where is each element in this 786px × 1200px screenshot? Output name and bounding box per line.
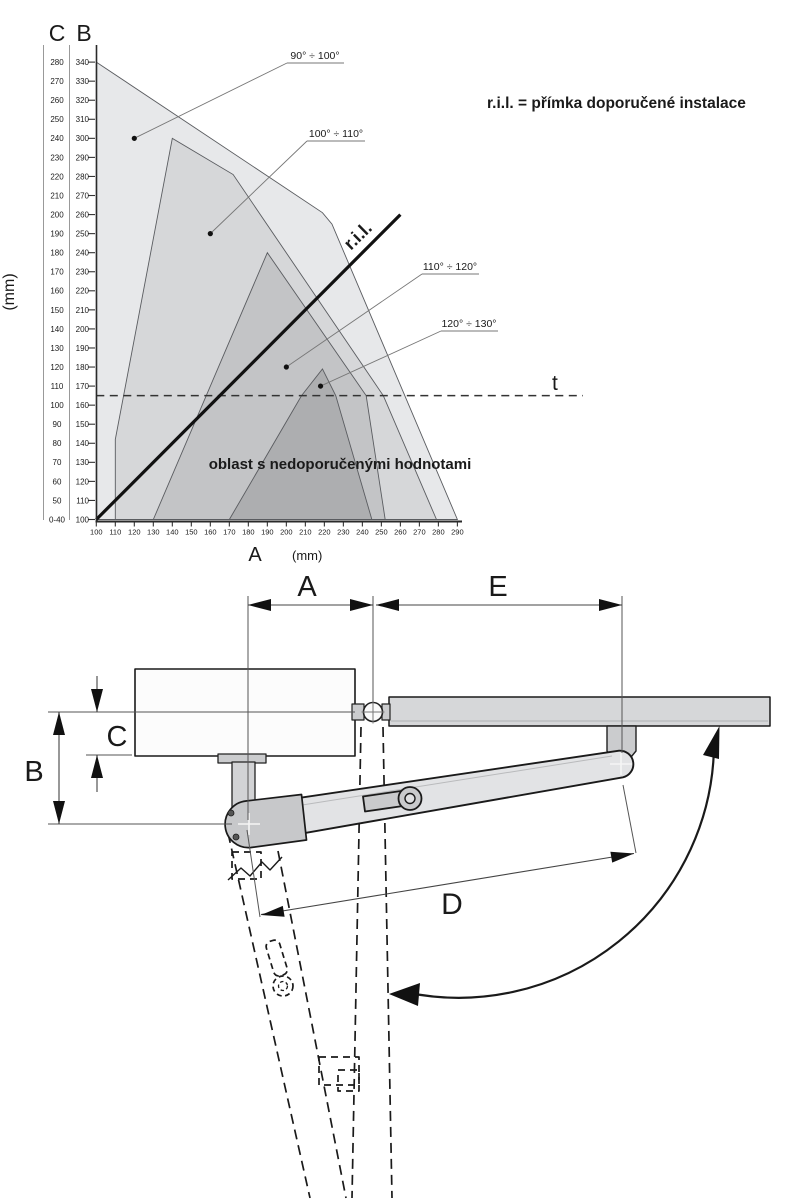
b-tick-label: 110 (76, 496, 89, 506)
x-axis-label: A (248, 544, 262, 566)
c-tick-label: 280 (50, 58, 64, 68)
c-tick-label: 140 (50, 324, 64, 334)
swing-arc-arrow-top (703, 726, 720, 759)
ril-legend-note: r.i.l. = přímka doporučené instalace (487, 95, 746, 112)
t-line-label: t (552, 372, 558, 395)
c-tick-label: 260 (50, 96, 64, 106)
b-tick-label: 170 (75, 381, 89, 391)
cap-clip-bottom (233, 834, 239, 840)
x-tick-label: 260 (394, 527, 407, 537)
callout-data-dot (132, 136, 137, 141)
c-tick-label: 180 (50, 248, 64, 258)
x-tick-label: 200 (280, 527, 293, 537)
dim-label-e: E (488, 571, 508, 603)
x-tick-label: 290 (451, 527, 464, 537)
b-tick-label: 280 (75, 172, 89, 182)
b-axis-header: B (76, 20, 92, 46)
open-arm-left-edge (228, 833, 310, 1198)
actuator-drawing (24, 571, 770, 1198)
open-release-slot-outline (265, 939, 289, 978)
b-tick-label: 340 (75, 58, 89, 68)
open-rear-bracket-outline (232, 852, 261, 879)
b-tick-label: 130 (75, 458, 89, 468)
callout-data-dot (284, 364, 289, 369)
c-tick-label: 50 (52, 496, 62, 506)
b-tick-label: 320 (75, 96, 89, 106)
x-tick-label: 130 (147, 527, 160, 537)
angle-region-label: 90° ÷ 100° (290, 50, 340, 62)
c-tick-label: 0-40 (48, 515, 66, 525)
dim-label-a: A (297, 571, 317, 603)
b-tick-label: 160 (75, 401, 89, 411)
dim-label-c: C (106, 721, 128, 753)
b-tick-label: 120 (75, 477, 89, 487)
gate-leaf (389, 697, 770, 726)
c-tick-label: 90 (52, 420, 62, 430)
b-tick-label: 260 (75, 210, 89, 220)
c-axis-header: C (48, 20, 66, 46)
b-tick-label: 250 (75, 229, 89, 239)
callout-data-dot (318, 383, 323, 388)
arrow-d-right (610, 852, 634, 863)
arrow-a-right (350, 599, 373, 611)
b-tick-label: 100 (75, 515, 89, 525)
b-tick-label: 200 (75, 324, 89, 334)
c-tick-label: 250 (50, 115, 64, 125)
angle-region-label: 120° ÷ 130° (441, 318, 497, 330)
x-tick-label: 120 (128, 527, 141, 537)
dimension-lines (59, 605, 634, 915)
c-tick-label: 110 (50, 381, 64, 391)
b-tick-label: 240 (75, 248, 89, 258)
installation-chart (1, 20, 746, 566)
b-tick-label: 180 (75, 362, 89, 372)
ril-line-label: r.i.l. (339, 217, 376, 254)
x-tick-label: 150 (185, 527, 198, 537)
b-tick-label: 230 (75, 267, 89, 277)
c-tick-label: 60 (52, 477, 62, 487)
c-tick-label: 200 (50, 210, 64, 220)
x-tick-label: 210 (299, 527, 312, 537)
open-gate-bracket-outline (319, 1057, 359, 1085)
dimension-arrows (53, 599, 634, 917)
c-tick-label: 70 (52, 458, 62, 468)
b-tick-label: 140 (75, 439, 89, 449)
x-tick-label: 220 (318, 527, 331, 537)
x-axis-unit-label: (mm) (292, 548, 323, 563)
c-tick-label: 130 (50, 343, 64, 353)
b-tick-label: 310 (75, 115, 89, 125)
c-tick-label: 100 (50, 401, 64, 411)
ext-line-d-right (623, 785, 636, 853)
c-tick-label: 150 (50, 305, 64, 315)
dim-label-b: B (24, 756, 44, 788)
x-tick-label: 160 (204, 527, 217, 537)
x-tick-label: 190 (261, 527, 274, 537)
x-tick-label: 110 (109, 527, 122, 537)
x-tick-label: 270 (413, 527, 426, 537)
b-tick-label: 270 (75, 191, 89, 201)
x-tick-label: 250 (375, 527, 388, 537)
open-release-knob-center (279, 982, 288, 991)
angle-region-label: 100° ÷ 110° (308, 128, 364, 140)
angle-region-label: 110° ÷ 120° (422, 261, 478, 273)
c-tick-label: 190 (50, 229, 64, 239)
b-tick-label: 150 (75, 420, 89, 430)
c-tick-label: 210 (50, 191, 64, 201)
c-tick-label: 240 (50, 134, 64, 144)
x-tick-label: 170 (223, 527, 236, 537)
c-tick-label: 170 (50, 267, 64, 277)
b-tick-label: 210 (75, 305, 89, 315)
x-tick-label: 140 (166, 527, 179, 537)
arrow-e-left (376, 599, 399, 611)
x-tick-label: 230 (337, 527, 350, 537)
y-axis-unit-label: (mm) (1, 273, 18, 311)
open-release-knob-outline (273, 976, 293, 996)
b-tick-label: 300 (75, 134, 89, 144)
x-tick-label: 100 (90, 527, 103, 537)
c-tick-label: 120 (50, 362, 64, 372)
arrow-e-right (599, 599, 622, 611)
not-recommended-area-label: oblast s nedoporučenými hodnotami (208, 456, 472, 473)
b-tick-label: 290 (75, 153, 89, 163)
swing-arc-arrow-bottom (389, 983, 420, 1006)
release-knob-center (405, 794, 415, 804)
x-tick-label: 240 (356, 527, 369, 537)
c-tick-label: 220 (50, 172, 64, 182)
b-tick-label: 220 (75, 286, 89, 296)
arrow-b-top (53, 712, 65, 735)
cap-clip-top (228, 810, 234, 816)
arrow-c-top (91, 689, 103, 712)
c-tick-label: 230 (50, 153, 64, 163)
arrow-d-left (261, 906, 285, 917)
arrow-c-bottom (91, 755, 103, 778)
c-tick-label: 160 (50, 286, 64, 296)
callout-leader (134, 63, 287, 138)
dim-label-d: D (441, 888, 463, 921)
c-tick-label: 270 (50, 77, 64, 87)
b-tick-label: 330 (75, 77, 89, 87)
x-tick-label: 280 (432, 527, 445, 537)
x-tick-label: 180 (242, 527, 255, 537)
open-arm-right-edge (278, 851, 346, 1198)
c-tick-label: 80 (52, 439, 62, 449)
arrow-a-left (248, 599, 271, 611)
arrow-b-bottom (53, 801, 65, 824)
callout-data-dot (208, 231, 213, 236)
open-gate-bracket-inner (338, 1070, 359, 1091)
b-tick-label: 190 (75, 343, 89, 353)
